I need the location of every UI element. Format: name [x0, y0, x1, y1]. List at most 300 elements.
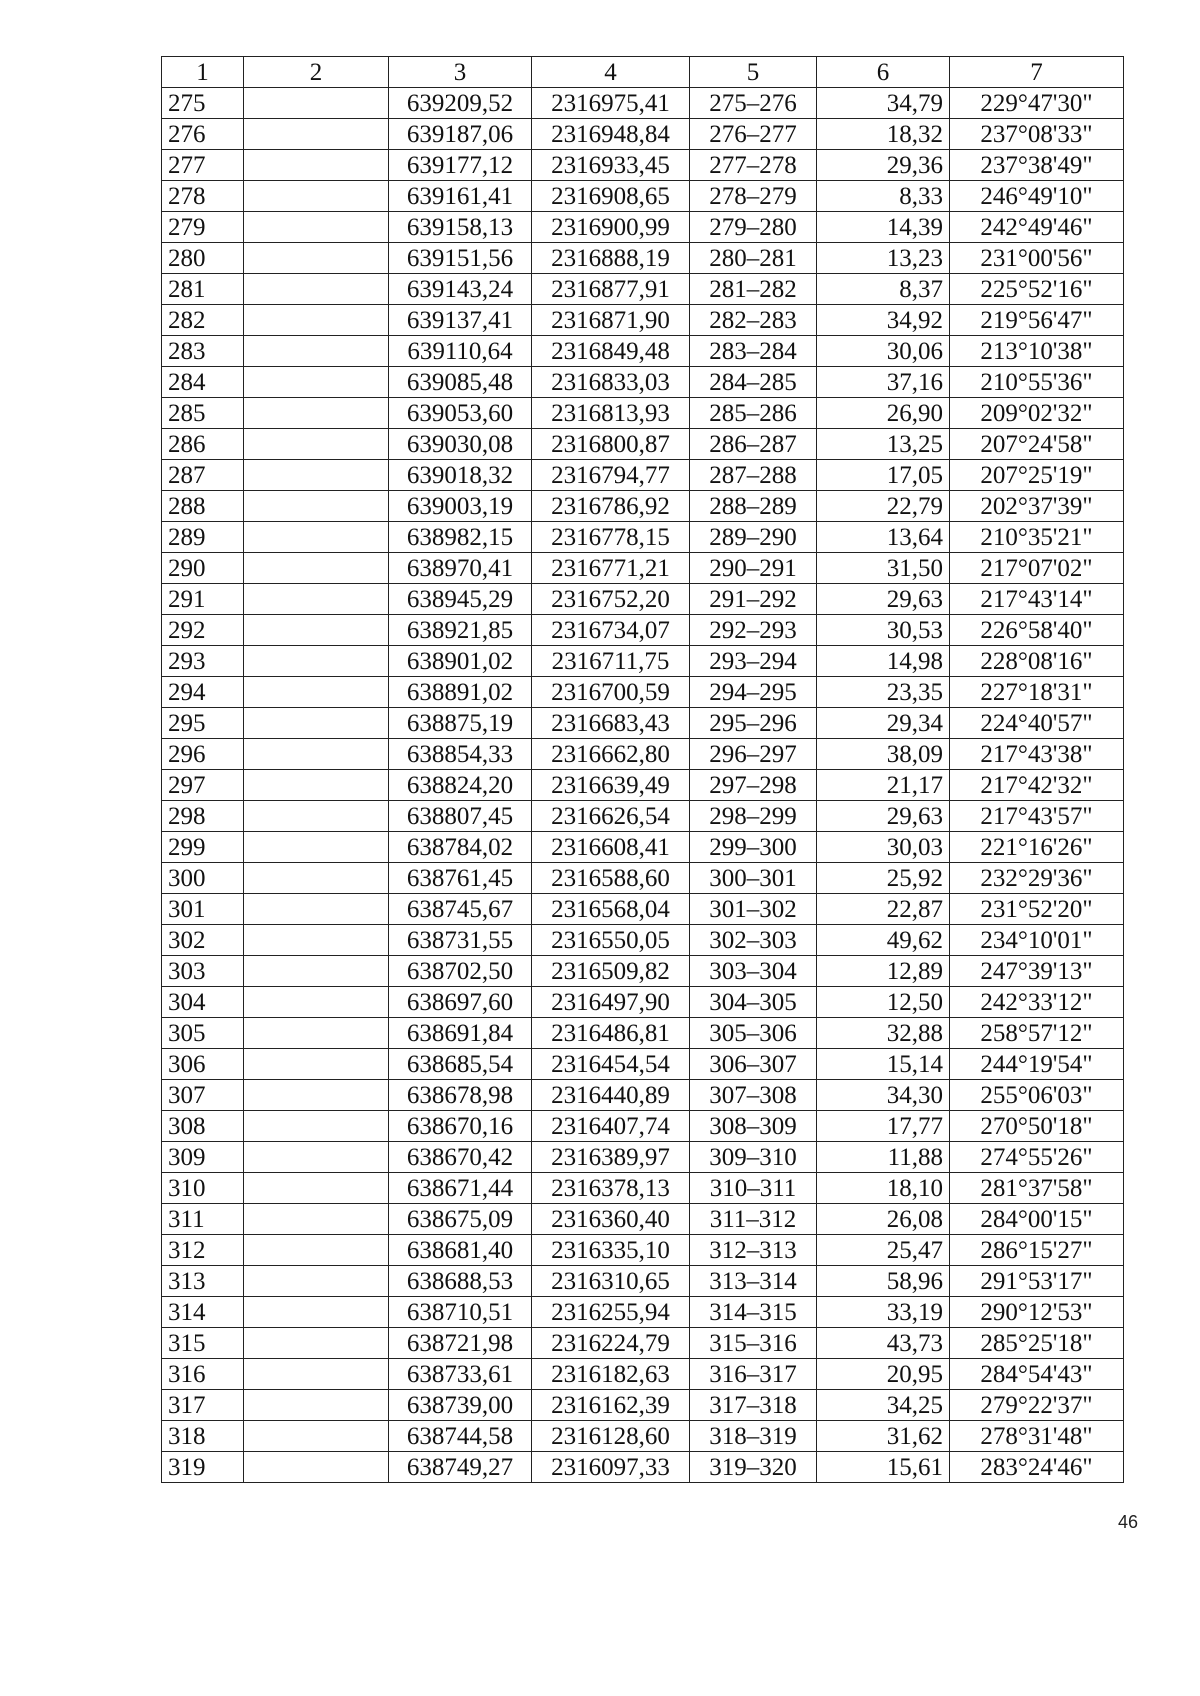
table-row [162, 584, 1124, 615]
cell-col-3: 638807,45 [389, 801, 532, 832]
cell-col-5: 314–315 [690, 1297, 817, 1328]
cell-col-2 [244, 398, 389, 429]
cell-col-5: 313–314 [690, 1266, 817, 1297]
cell-col-3: 638761,45 [389, 863, 532, 894]
cell-col-6: 12,89 [817, 956, 950, 987]
cell-col-1: 277 [162, 150, 244, 181]
cell-col-2 [244, 305, 389, 336]
cell-col-1: 300 [162, 863, 244, 894]
cell-col-4: 2316683,43 [532, 708, 690, 739]
cell-col-2 [244, 212, 389, 243]
cell-col-6: 33,19 [817, 1297, 950, 1328]
table-row [162, 1173, 1124, 1204]
cell-col-3: 638875,19 [389, 708, 532, 739]
cell-col-5: 309–310 [690, 1142, 817, 1173]
cell-col-1: 291 [162, 584, 244, 615]
cell-col-2 [244, 1173, 389, 1204]
cell-col-2 [244, 1452, 389, 1483]
cell-col-1: 317 [162, 1390, 244, 1421]
cell-col-3: 638678,98 [389, 1080, 532, 1111]
cell-col-7: 281°37'58" [950, 1173, 1124, 1204]
cell-col-3: 639187,06 [389, 119, 532, 150]
cell-col-3: 638921,85 [389, 615, 532, 646]
table-row [162, 770, 1124, 801]
cell-col-6: 37,16 [817, 367, 950, 398]
cell-col-1: 280 [162, 243, 244, 274]
cell-col-5: 312–313 [690, 1235, 817, 1266]
header-row [162, 57, 1124, 88]
cell-col-5: 294–295 [690, 677, 817, 708]
table-row [162, 739, 1124, 770]
table-row [162, 1204, 1124, 1235]
cell-col-1: 283 [162, 336, 244, 367]
cell-col-6: 25,47 [817, 1235, 950, 1266]
table-row [162, 1266, 1124, 1297]
cell-col-3: 638721,98 [389, 1328, 532, 1359]
cell-col-5: 278–279 [690, 181, 817, 212]
cell-col-5: 319–320 [690, 1452, 817, 1483]
cell-col-3: 638731,55 [389, 925, 532, 956]
cell-col-7: 225°52'16" [950, 274, 1124, 305]
cell-col-4: 2316888,19 [532, 243, 690, 274]
cell-col-4: 2316711,75 [532, 646, 690, 677]
cell-col-6: 58,96 [817, 1266, 950, 1297]
cell-col-6: 14,39 [817, 212, 950, 243]
cell-col-4: 2316813,93 [532, 398, 690, 429]
cell-col-3: 638670,42 [389, 1142, 532, 1173]
cell-col-6: 29,63 [817, 584, 950, 615]
cell-col-7: 217°07'02" [950, 553, 1124, 584]
cell-col-4: 2316639,49 [532, 770, 690, 801]
cell-col-2 [244, 987, 389, 1018]
cell-col-4: 2316550,05 [532, 925, 690, 956]
cell-col-6: 31,62 [817, 1421, 950, 1452]
cell-col-5: 292–293 [690, 615, 817, 646]
cell-col-7: 207°24'58" [950, 429, 1124, 460]
cell-col-5: 307–308 [690, 1080, 817, 1111]
cell-col-6: 30,53 [817, 615, 950, 646]
cell-col-3: 638733,61 [389, 1359, 532, 1390]
cell-col-6: 30,06 [817, 336, 950, 367]
cell-col-4: 2316700,59 [532, 677, 690, 708]
cell-col-3: 638749,27 [389, 1452, 532, 1483]
cell-col-7: 231°52'20" [950, 894, 1124, 925]
cell-col-6: 29,63 [817, 801, 950, 832]
column-header-1: 1 [162, 57, 244, 88]
cell-col-5: 318–319 [690, 1421, 817, 1452]
cell-col-5: 279–280 [690, 212, 817, 243]
cell-col-5: 305–306 [690, 1018, 817, 1049]
cell-col-4: 2316310,65 [532, 1266, 690, 1297]
cell-col-3: 638744,58 [389, 1421, 532, 1452]
column-header-4: 4 [532, 57, 690, 88]
cell-col-4: 2316608,41 [532, 832, 690, 863]
cell-col-2 [244, 1080, 389, 1111]
cell-col-2 [244, 739, 389, 770]
cell-col-7: 231°00'56" [950, 243, 1124, 274]
cell-col-1: 309 [162, 1142, 244, 1173]
cell-col-1: 314 [162, 1297, 244, 1328]
cell-col-1: 307 [162, 1080, 244, 1111]
cell-col-2 [244, 1421, 389, 1452]
cell-col-6: 49,62 [817, 925, 950, 956]
cell-col-7: 242°33'12" [950, 987, 1124, 1018]
cell-col-6: 13,23 [817, 243, 950, 274]
cell-col-3: 638945,29 [389, 584, 532, 615]
cell-col-4: 2316626,54 [532, 801, 690, 832]
table-row [162, 367, 1124, 398]
cell-col-6: 25,92 [817, 863, 950, 894]
cell-col-7: 219°56'47" [950, 305, 1124, 336]
table-row [162, 1297, 1124, 1328]
cell-col-7: 278°31'48" [950, 1421, 1124, 1452]
cell-col-5: 280–281 [690, 243, 817, 274]
table-row [162, 1452, 1124, 1483]
table-row [162, 88, 1124, 119]
cell-col-7: 244°19'54" [950, 1049, 1124, 1080]
table-row [162, 1018, 1124, 1049]
cell-col-1: 282 [162, 305, 244, 336]
table-row [162, 522, 1124, 553]
table-row [162, 987, 1124, 1018]
cell-col-5: 286–287 [690, 429, 817, 460]
cell-col-2 [244, 1018, 389, 1049]
cell-col-3: 638745,67 [389, 894, 532, 925]
cell-col-3: 638854,33 [389, 739, 532, 770]
cell-col-7: 207°25'19" [950, 460, 1124, 491]
cell-col-1: 279 [162, 212, 244, 243]
cell-col-4: 2316509,82 [532, 956, 690, 987]
table-row [162, 181, 1124, 212]
cell-col-6: 34,79 [817, 88, 950, 119]
cell-col-7: 210°35'21" [950, 522, 1124, 553]
cell-col-7: 217°42'32" [950, 770, 1124, 801]
cell-col-1: 313 [162, 1266, 244, 1297]
cell-col-5: 283–284 [690, 336, 817, 367]
cell-col-6: 18,10 [817, 1173, 950, 1204]
cell-col-1: 298 [162, 801, 244, 832]
cell-col-2 [244, 367, 389, 398]
cell-col-7: 227°18'31" [950, 677, 1124, 708]
cell-col-2 [244, 336, 389, 367]
cell-col-4: 2316588,60 [532, 863, 690, 894]
cell-col-5: 306–307 [690, 1049, 817, 1080]
cell-col-1: 290 [162, 553, 244, 584]
cell-col-2 [244, 429, 389, 460]
table-body [162, 88, 1124, 1483]
cell-col-4: 2316794,77 [532, 460, 690, 491]
cell-col-4: 2316440,89 [532, 1080, 690, 1111]
cell-col-4: 2316975,41 [532, 88, 690, 119]
cell-col-7: 247°39'13" [950, 956, 1124, 987]
cell-col-3: 638901,02 [389, 646, 532, 677]
cell-col-1: 310 [162, 1173, 244, 1204]
cell-col-7: 226°58'40" [950, 615, 1124, 646]
cell-col-2 [244, 956, 389, 987]
cell-col-5: 282–283 [690, 305, 817, 336]
cell-col-4: 2316734,07 [532, 615, 690, 646]
cell-col-3: 638824,20 [389, 770, 532, 801]
table-row [162, 1049, 1124, 1080]
cell-col-4: 2316948,84 [532, 119, 690, 150]
cell-col-1: 305 [162, 1018, 244, 1049]
cell-col-6: 15,61 [817, 1452, 950, 1483]
cell-col-4: 2316389,97 [532, 1142, 690, 1173]
cell-col-6: 34,92 [817, 305, 950, 336]
cell-col-1: 278 [162, 181, 244, 212]
cell-col-5: 298–299 [690, 801, 817, 832]
cell-col-4: 2316224,79 [532, 1328, 690, 1359]
cell-col-4: 2316900,99 [532, 212, 690, 243]
cell-col-3: 638891,02 [389, 677, 532, 708]
cell-col-5: 277–278 [690, 150, 817, 181]
cell-col-4: 2316497,90 [532, 987, 690, 1018]
cell-col-3: 638702,50 [389, 956, 532, 987]
cell-col-7: 217°43'57" [950, 801, 1124, 832]
cell-col-5: 304–305 [690, 987, 817, 1018]
cell-col-4: 2316335,10 [532, 1235, 690, 1266]
table-row [162, 1080, 1124, 1111]
cell-col-3: 638691,84 [389, 1018, 532, 1049]
cell-col-2 [244, 1328, 389, 1359]
cell-col-3: 639030,08 [389, 429, 532, 460]
cell-col-7: 232°29'36" [950, 863, 1124, 894]
cell-col-2 [244, 1204, 389, 1235]
cell-col-4: 2316255,94 [532, 1297, 690, 1328]
table-row [162, 1390, 1124, 1421]
cell-col-3: 638710,51 [389, 1297, 532, 1328]
cell-col-4: 2316128,60 [532, 1421, 690, 1452]
cell-col-7: 284°00'15" [950, 1204, 1124, 1235]
cell-col-3: 639161,41 [389, 181, 532, 212]
cell-col-3: 638681,40 [389, 1235, 532, 1266]
column-header-6: 6 [817, 57, 950, 88]
cell-col-5: 317–318 [690, 1390, 817, 1421]
table-row [162, 832, 1124, 863]
cell-col-7: 242°49'46" [950, 212, 1124, 243]
cell-col-5: 285–286 [690, 398, 817, 429]
cell-col-5: 289–290 [690, 522, 817, 553]
cell-col-1: 312 [162, 1235, 244, 1266]
cell-col-3: 639209,52 [389, 88, 532, 119]
cell-col-1: 293 [162, 646, 244, 677]
cell-col-4: 2316786,92 [532, 491, 690, 522]
cell-col-2 [244, 1142, 389, 1173]
page-number: 46 [1118, 1512, 1139, 1532]
cell-col-7: 209°02'32" [950, 398, 1124, 429]
cell-col-2 [244, 491, 389, 522]
coordinates-table [161, 56, 1124, 1483]
cell-col-7: 274°55'26" [950, 1142, 1124, 1173]
cell-col-7: 258°57'12" [950, 1018, 1124, 1049]
cell-col-2 [244, 863, 389, 894]
cell-col-6: 13,64 [817, 522, 950, 553]
cell-col-4: 2316877,91 [532, 274, 690, 305]
cell-col-6: 13,25 [817, 429, 950, 460]
cell-col-1: 319 [162, 1452, 244, 1483]
cell-col-3: 639085,48 [389, 367, 532, 398]
table-row [162, 1142, 1124, 1173]
cell-col-4: 2316454,54 [532, 1049, 690, 1080]
cell-col-2 [244, 832, 389, 863]
cell-col-4: 2316800,87 [532, 429, 690, 460]
cell-col-4: 2316833,03 [532, 367, 690, 398]
cell-col-5: 284–285 [690, 367, 817, 398]
cell-col-5: 300–301 [690, 863, 817, 894]
cell-col-3: 639151,56 [389, 243, 532, 274]
cell-col-2 [244, 460, 389, 491]
column-header-2: 2 [244, 57, 389, 88]
cell-col-1: 295 [162, 708, 244, 739]
cell-col-3: 639053,60 [389, 398, 532, 429]
cell-col-4: 2316933,45 [532, 150, 690, 181]
table-row [162, 1328, 1124, 1359]
cell-col-1: 299 [162, 832, 244, 863]
cell-col-1: 288 [162, 491, 244, 522]
cell-col-3: 638685,54 [389, 1049, 532, 1080]
cell-col-2 [244, 1359, 389, 1390]
cell-col-3: 639110,64 [389, 336, 532, 367]
cell-col-5: 288–289 [690, 491, 817, 522]
cell-col-7: 255°06'03" [950, 1080, 1124, 1111]
cell-col-2 [244, 243, 389, 274]
cell-col-1: 315 [162, 1328, 244, 1359]
cell-col-1: 297 [162, 770, 244, 801]
cell-col-6: 8,33 [817, 181, 950, 212]
table-row [162, 1235, 1124, 1266]
cell-col-2 [244, 1297, 389, 1328]
cell-col-5: 303–304 [690, 956, 817, 987]
cell-col-4: 2316378,13 [532, 1173, 690, 1204]
cell-col-7: 213°10'38" [950, 336, 1124, 367]
cell-col-1: 302 [162, 925, 244, 956]
cell-col-2 [244, 646, 389, 677]
table-row [162, 925, 1124, 956]
cell-col-5: 281–282 [690, 274, 817, 305]
cell-col-3: 638671,44 [389, 1173, 532, 1204]
cell-col-5: 315–316 [690, 1328, 817, 1359]
cell-col-6: 43,73 [817, 1328, 950, 1359]
table-row [162, 1359, 1124, 1390]
cell-col-6: 22,87 [817, 894, 950, 925]
cell-col-1: 303 [162, 956, 244, 987]
cell-col-4: 2316182,63 [532, 1359, 690, 1390]
table-row [162, 677, 1124, 708]
cell-col-2 [244, 150, 389, 181]
cell-col-7: 217°43'14" [950, 584, 1124, 615]
table-row [162, 460, 1124, 491]
cell-col-3: 639003,19 [389, 491, 532, 522]
cell-col-7: 279°22'37" [950, 1390, 1124, 1421]
cell-col-5: 316–317 [690, 1359, 817, 1390]
cell-col-1: 306 [162, 1049, 244, 1080]
cell-col-6: 29,34 [817, 708, 950, 739]
cell-col-7: 285°25'18" [950, 1328, 1124, 1359]
cell-col-6: 26,90 [817, 398, 950, 429]
cell-col-6: 21,17 [817, 770, 950, 801]
cell-col-6: 18,32 [817, 119, 950, 150]
cell-col-6: 22,79 [817, 491, 950, 522]
cell-col-5: 297–298 [690, 770, 817, 801]
table-row [162, 491, 1124, 522]
cell-col-1: 289 [162, 522, 244, 553]
cell-col-6: 30,03 [817, 832, 950, 863]
cell-col-7: 291°53'17" [950, 1266, 1124, 1297]
cell-col-1: 304 [162, 987, 244, 1018]
cell-col-1: 316 [162, 1359, 244, 1390]
cell-col-6: 32,88 [817, 1018, 950, 1049]
cell-col-3: 639158,13 [389, 212, 532, 243]
cell-col-5: 310–311 [690, 1173, 817, 1204]
table-row [162, 1421, 1124, 1452]
cell-col-2 [244, 1049, 389, 1080]
cell-col-3: 638982,15 [389, 522, 532, 553]
cell-col-7: 283°24'46" [950, 1452, 1124, 1483]
cell-col-6: 20,95 [817, 1359, 950, 1390]
cell-col-1: 276 [162, 119, 244, 150]
cell-col-4: 2316568,04 [532, 894, 690, 925]
table-row [162, 274, 1124, 305]
cell-col-2 [244, 925, 389, 956]
cell-col-4: 2316771,21 [532, 553, 690, 584]
cell-col-7: 234°10'01" [950, 925, 1124, 956]
table-row [162, 956, 1124, 987]
cell-col-2 [244, 119, 389, 150]
cell-col-4: 2316908,65 [532, 181, 690, 212]
column-header-7: 7 [950, 57, 1124, 88]
cell-col-3: 638675,09 [389, 1204, 532, 1235]
cell-col-5: 308–309 [690, 1111, 817, 1142]
cell-col-1: 285 [162, 398, 244, 429]
cell-col-1: 286 [162, 429, 244, 460]
cell-col-2 [244, 677, 389, 708]
table-row [162, 801, 1124, 832]
cell-col-4: 2316360,40 [532, 1204, 690, 1235]
cell-col-5: 291–292 [690, 584, 817, 615]
table-row [162, 429, 1124, 460]
cell-col-4: 2316407,74 [532, 1111, 690, 1142]
table-row [162, 863, 1124, 894]
cell-col-5: 299–300 [690, 832, 817, 863]
cell-col-2 [244, 894, 389, 925]
cell-col-4: 2316778,15 [532, 522, 690, 553]
cell-col-4: 2316486,81 [532, 1018, 690, 1049]
cell-col-1: 294 [162, 677, 244, 708]
cell-col-5: 275–276 [690, 88, 817, 119]
table-row [162, 553, 1124, 584]
cell-col-7: 224°40'57" [950, 708, 1124, 739]
cell-col-7: 246°49'10" [950, 181, 1124, 212]
cell-col-6: 12,50 [817, 987, 950, 1018]
cell-col-3: 639137,41 [389, 305, 532, 336]
column-header-3: 3 [389, 57, 532, 88]
cell-col-1: 301 [162, 894, 244, 925]
cell-col-3: 639143,24 [389, 274, 532, 305]
table-row [162, 119, 1124, 150]
cell-col-1: 281 [162, 274, 244, 305]
table-row [162, 1111, 1124, 1142]
table-row [162, 150, 1124, 181]
cell-col-1: 284 [162, 367, 244, 398]
cell-col-3: 638739,00 [389, 1390, 532, 1421]
cell-col-2 [244, 88, 389, 119]
cell-col-2 [244, 770, 389, 801]
cell-col-3: 638970,41 [389, 553, 532, 584]
cell-col-7: 217°43'38" [950, 739, 1124, 770]
cell-col-6: 23,35 [817, 677, 950, 708]
cell-col-1: 287 [162, 460, 244, 491]
cell-col-4: 2316097,33 [532, 1452, 690, 1483]
